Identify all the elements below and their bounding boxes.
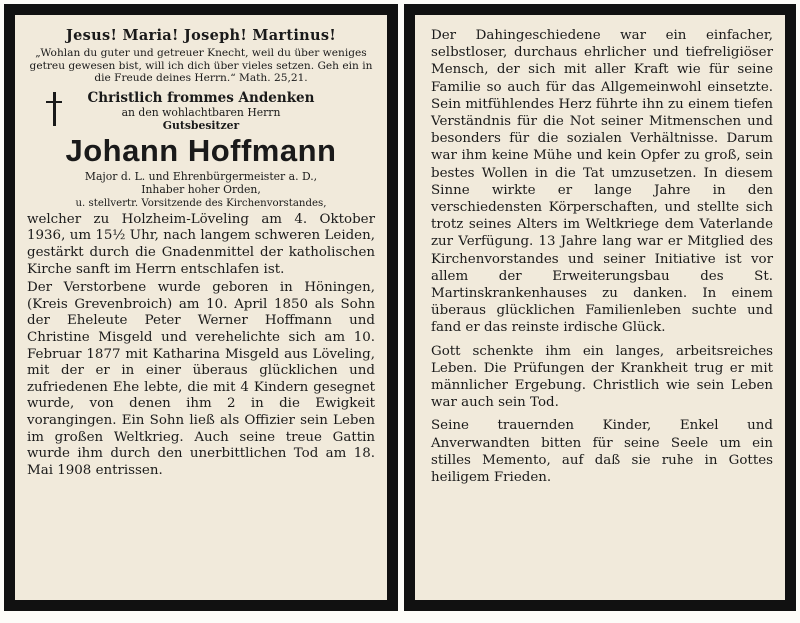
biography-paragraph: Der Verstorbene wurde geboren in Höningen, (Kreis Grevenbroich) am 10. April 1850 als Sohn der Eheleute Peter Werner Hoffmann und Christine Misgeld und verehelichte sich am 10. Februar 1877 mit Katharina Misgeld aus Löveling, mit der er in einer überaus glücklichen und zufriedenen Ehe lebte, die mit 4 Kindern gesegnet wurde, von denen ihm 2 in die Ewigkeit vorangingen. Ein Sohn ließ als Offizier sein Leben im großen Weltkrieg. Auch seine treue Gattin wurde ihm durch den unerbittlichen Tod am 18. Mai 1908 entrissen. — [27, 280, 375, 478]
deceased-name: Johann Hoffmann — [65, 133, 337, 169]
bible-verse — [27, 47, 375, 85]
andenken-title: Christlich frommes Andenken — [87, 89, 315, 106]
titles-block — [27, 170, 375, 210]
prayer-paragraph: Seine trauernden Kinder, Enkel und Anverwandten bitten für seine Seele um ein stilles Memento, auf daß sie ruhe in Gottes heiligem Frieden. — [431, 418, 773, 486]
header-invocation: Jesus! Maria! Joseph! Martinus! — [66, 27, 336, 44]
character-paragraph: Der Dahingeschiedene war ein einfacher, selbstloser, durchaus ehrlicher und tiefreligiöser Mensch, der sich mit aller Kraft wie für seine Familie so auch für das Allgemeinwohl einsetzte. Sein mitfühlendes Herz führte ihn zu einem tiefen Verständnis für die Not seiner Mitmenschen und besonders für die sozialen Verhältnisse. Darum war ihm keine Mühe und kein Opfer zu groß, sein bestes Wollen in die Tat umzusetzen. In diesem Sinne wirkte er lange Jahre in den verschiedensten Körperschaften, und stellte sich trotz seines Alters im Weltkriege dem Vaterlande zur Verfügung. 13 Jahre lang war er Mitglied des Kirchenvorstandes und seiner Initiative ist vor allem der Erweiterungsbau des St. Martinskrankenhauses zu danken. In einem überaus glücklichen Familienleben suchte und fand er das reinste irdische Glück. — [431, 28, 773, 336]
right-card-content — [415, 15, 785, 600]
occupation: Gutsbesitzer — [162, 119, 240, 133]
verse-text: „Wohlan du guter und getreuer Knecht, weil du über weniges getreu gewesen bist, will ich dich über vieles setzen. Geh ein in die Freude deines Herrn.“ — [29, 47, 373, 85]
left-card-content — [15, 15, 387, 600]
title-line-1: Major d. L. und Ehrenbürgermeister a. D., — [84, 170, 318, 184]
death-paragraph: welcher zu Holzheim-Löveling am 4. Oktober 1936, um 15½ Uhr, nach langem schweren Leiden, gestärkt durch die Gnadenmittel der katholischen Kirche sanft im Herrn entschlafen ist. — [27, 211, 375, 277]
title-line-2: Inhaber hoher Orden, — [141, 183, 261, 197]
verse-source: Math. 25,21. — [239, 72, 308, 85]
life-paragraph: Gott schenkte ihm ein langes, arbeitsreiches Leben. Die Prüfungen der Krankheit trug er mit männlicher Ergebung. Christlich wie sein Leben war auch sein Tod. — [431, 343, 773, 411]
right-card — [404, 4, 796, 611]
an-den-line: an den wohlachtbaren Herrn — [121, 105, 281, 119]
cross-icon — [45, 92, 63, 126]
title-line-3: u. stellvertr. Vorsitzende des Kirchenvorstandes, — [75, 197, 327, 209]
left-card — [4, 4, 398, 611]
andenken-block — [27, 90, 375, 133]
